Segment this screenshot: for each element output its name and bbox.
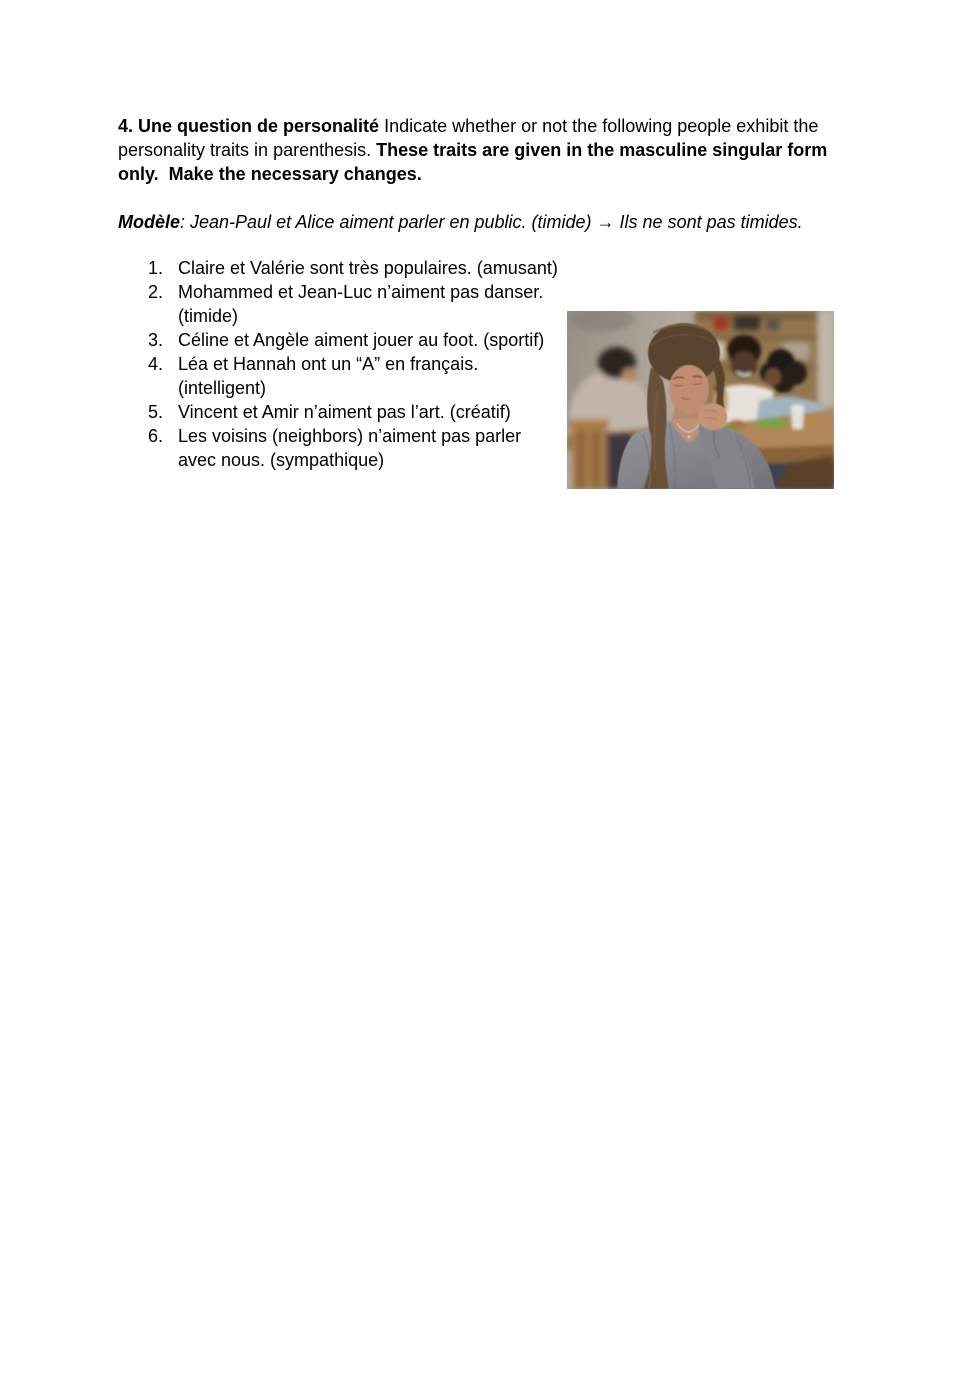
intro-paragraph	[118, 114, 860, 186]
list-item	[118, 352, 580, 400]
list-item-number: 4.	[148, 354, 164, 374]
list-item-line: Les voisins (neighbors) n’aiment pas parler	[178, 426, 522, 446]
model-sentence: : Jean-Paul et Alice aiment parler en public. (timide) → Ils ne sont pas timides.	[180, 212, 803, 232]
model-paragraph	[118, 210, 860, 234]
list-item	[118, 256, 580, 280]
list-item-line: avec nous. (sympathique)	[178, 450, 385, 470]
intro-instructions-bold-1: These traits are given in the masculine singular form	[376, 140, 828, 160]
model-label: Modèle	[118, 212, 181, 232]
exercise-list	[118, 256, 580, 472]
list-item-line: Mohammed et Jean-Luc n’aiment pas danser.	[178, 282, 544, 302]
list-item-line: Léa et Hannah ont un “A” en français.	[178, 354, 479, 374]
cafe-photo-illustration	[567, 311, 834, 489]
exercise-title: 4. Une question de personalité	[118, 116, 380, 136]
list-item-line: Céline et Angèle aiment jouer au foot. (sportif)	[178, 330, 545, 350]
exercise-photo	[567, 311, 834, 489]
list-item-number: 3.	[148, 330, 164, 350]
list-item-line: (timide)	[178, 306, 239, 326]
list-item	[118, 400, 580, 424]
intro-line-2	[118, 138, 860, 162]
list-item-number: 5.	[148, 402, 164, 422]
intro-instructions-bold-2: only. Make the necessary changes.	[118, 164, 422, 184]
list-item	[118, 328, 580, 352]
intro-line-1	[118, 114, 860, 138]
list-item-line: Vincent et Amir n’aiment pas l’art. (créatif)	[178, 402, 511, 422]
list-item-line: Claire et Valérie sont très populaires. (amusant)	[178, 258, 558, 278]
list-item-line: (intelligent)	[178, 378, 267, 398]
list-item-number: 1.	[148, 258, 164, 278]
list-item-number: 2.	[148, 282, 164, 302]
list-item	[118, 424, 580, 472]
intro-instructions-1: Indicate whether or not the following people exhibit the	[379, 116, 819, 136]
list-item-number: 6.	[148, 426, 164, 446]
intro-instructions-2: personality traits in parenthesis.	[118, 140, 377, 160]
intro-line-3	[118, 162, 860, 186]
list-item	[118, 280, 580, 328]
